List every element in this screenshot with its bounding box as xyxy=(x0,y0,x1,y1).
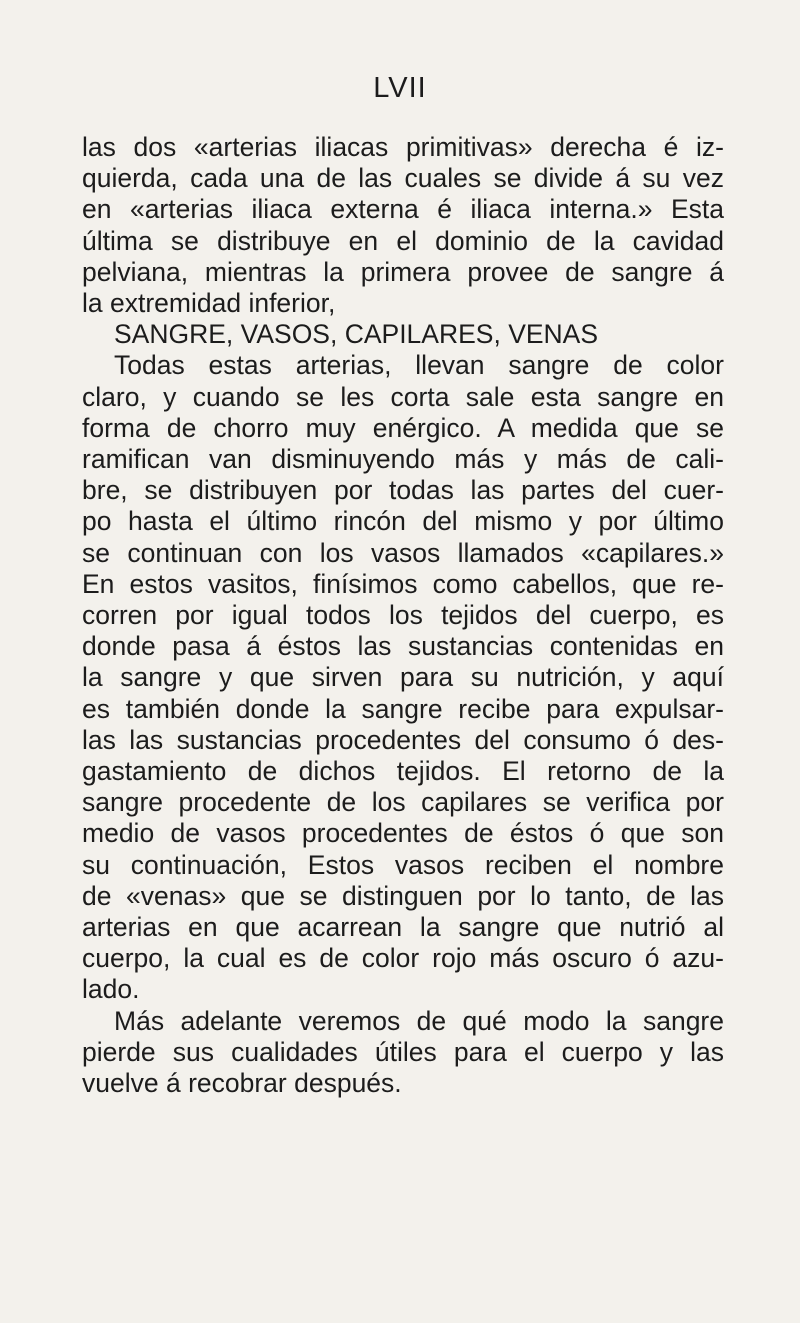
text-line: la sangre y que sirven para su nutrición, y aquí xyxy=(82,662,724,693)
text-line: las las sustancias procedentes del consumo ó des- xyxy=(82,724,724,755)
text-line: arterias en que acarrean la sangre que nutrió al xyxy=(82,912,724,943)
text-line: lado. xyxy=(82,974,140,1005)
text-line: Más adelante veremos de qué modo la sangre xyxy=(114,1005,724,1036)
page-number: LVII xyxy=(373,72,427,104)
text-line: Todas estas arterias, llevan sangre de color xyxy=(114,350,724,381)
text-line: medio de vasos procedentes de éstos ó que son xyxy=(82,818,724,849)
text-line: última se distribuye en el dominio de la cavidad xyxy=(82,225,724,256)
text-line: la extremidad inferior, xyxy=(82,288,336,319)
text-line: de «venas» que se distinguen por lo tanto, de las xyxy=(82,880,724,911)
text-line: cuerpo, la cual es de color rojo más oscuro ó azu- xyxy=(82,943,724,974)
body-text xyxy=(82,132,724,1099)
text-line: forma de chorro muy enérgico. A medida que se xyxy=(82,412,724,443)
text-line: las dos «arterias iliacas primitivas» derecha é iz- xyxy=(82,132,724,162)
text-line: ramifican van disminuyendo más y más de cali- xyxy=(82,444,724,475)
text-line: se continuan con los vasos llamados «capilares.» xyxy=(82,537,724,568)
text-line: sangre procedente de los capilares se verifica por xyxy=(82,787,724,818)
text-line: vuelve á recobrar después. xyxy=(82,1068,402,1099)
text-line: po hasta el último rincón del mismo y por último xyxy=(82,506,724,537)
text-line: donde pasa á éstos las sustancias contenidas en xyxy=(82,631,724,662)
text-line: claro, y cuando se les corta sale esta sangre en xyxy=(82,381,724,412)
text-line: es también donde la sangre recibe para expulsar- xyxy=(82,693,724,724)
text-line: pierde sus cualidades útiles para el cuerpo y las xyxy=(82,1036,724,1067)
text-line: en «arterias iliaca externa é iliaca interna.» Esta xyxy=(82,194,724,225)
text-line: corren por igual todos los tejidos del cuerpo, es xyxy=(82,600,724,631)
text-line: gastamiento de dichos tejidos. El retorno de la xyxy=(82,756,724,787)
text-line: quierda, cada una de las cuales se divide á su vez xyxy=(82,163,724,194)
text-line: En estos vasitos, finísimos como cabellos, que re- xyxy=(82,568,724,599)
text-line: su continuación, Estos vasos reciben el nombre xyxy=(82,849,724,880)
text-line: pelviana, mientras la primera provee de sangre á xyxy=(82,256,724,287)
section-heading: SANGRE, VASOS, CAPILARES, VENAS xyxy=(114,319,599,350)
text-line: bre, se distribuyen por todas las partes del cuer- xyxy=(82,475,724,506)
